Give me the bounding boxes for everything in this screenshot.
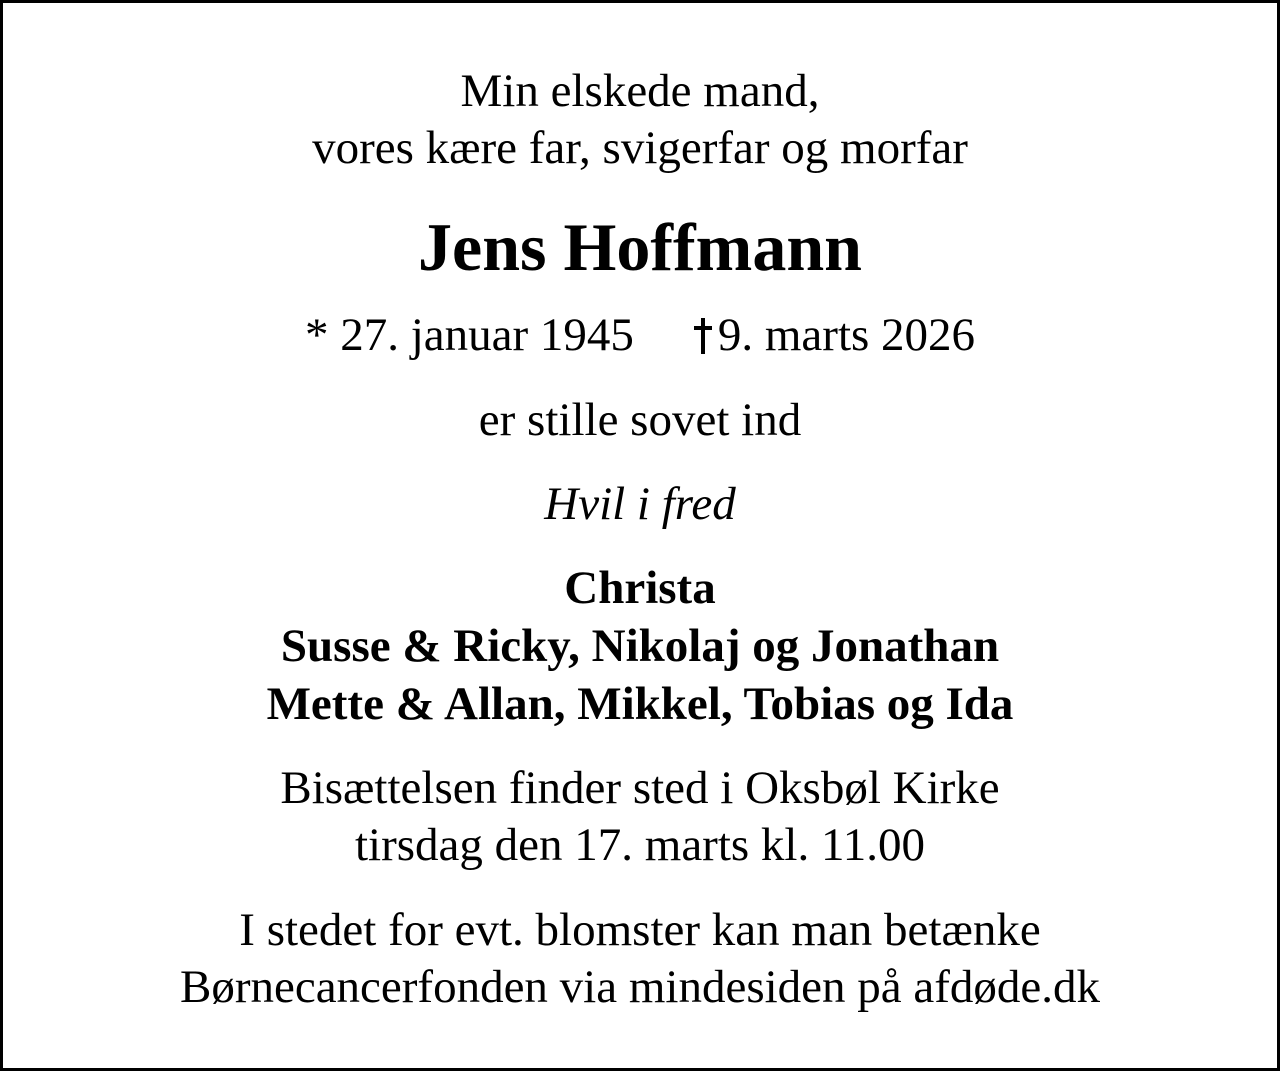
- funeral-line-1: Bisættelsen finder sted i Oksbøl Kirke: [280, 762, 1000, 814]
- donation-line-2: Børnecancerfonden via mindesiden på afdøde.dk: [179, 961, 1101, 1013]
- donation-line-1: I stedet for evt. blomster kan man betænke: [239, 904, 1041, 956]
- intro-line-2: vores kære far, svigerfar og morfar: [312, 122, 968, 174]
- birth-date: * 27. januar 1945: [304, 309, 634, 361]
- latin-cross-icon: [694, 318, 712, 354]
- deceased-name: Jens Hoffmann: [418, 209, 862, 285]
- passing-text: er stille sovet ind: [478, 394, 802, 446]
- intro-line-1: Min elskede mand,: [460, 65, 820, 117]
- family-line-3: Mette & Allan, Mikkel, Tobias og Ida: [266, 678, 1014, 730]
- rest-in-peace-text: Hvil i fred: [544, 478, 736, 530]
- family-line-2: Susse & Ricky, Nikolaj og Jonathan: [280, 620, 1000, 672]
- life-dates: [3, 309, 1277, 361]
- death-date: 9. marts 2026: [717, 309, 976, 361]
- family-line-1: Christa: [564, 562, 716, 614]
- funeral-line-2: tirsdag den 17. marts kl. 11.00: [354, 819, 925, 871]
